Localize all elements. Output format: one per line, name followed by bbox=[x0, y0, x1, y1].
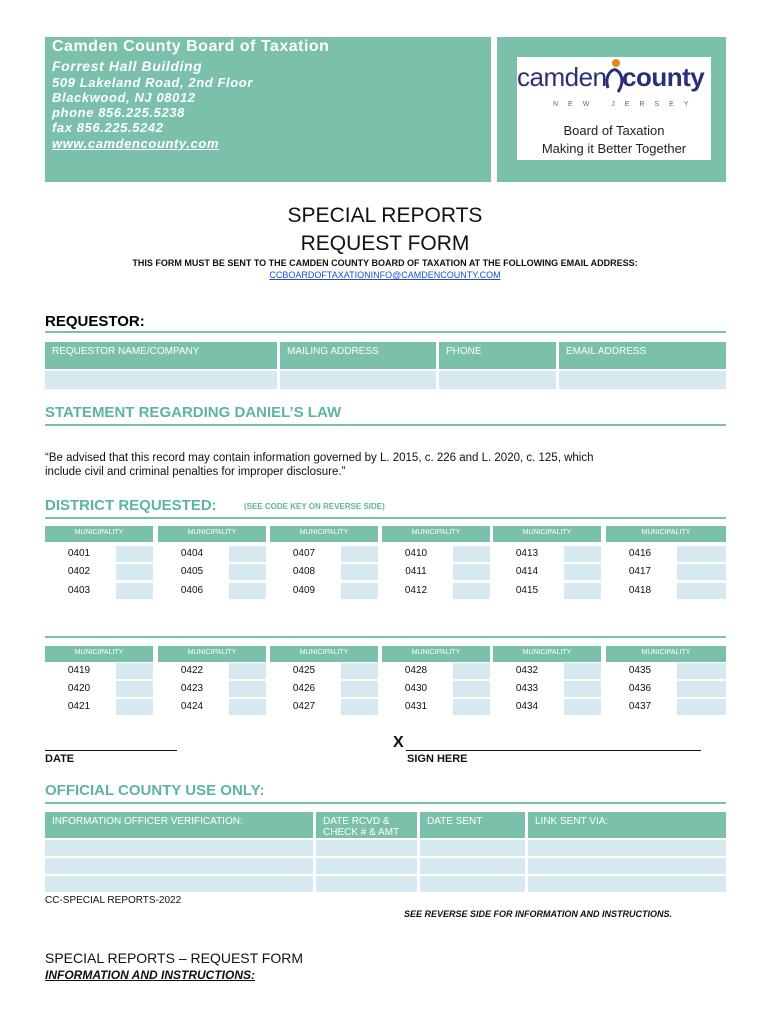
district-checkbox-field[interactable] bbox=[564, 564, 601, 580]
page2-subtitle: INFORMATION AND INSTRUCTIONS: bbox=[45, 968, 255, 982]
district-code: 0426 bbox=[292, 683, 316, 694]
district-code: 0425 bbox=[292, 665, 316, 676]
district-checkbox-field[interactable] bbox=[453, 681, 490, 697]
official-use-field[interactable] bbox=[420, 876, 525, 892]
district-checkbox-field[interactable] bbox=[564, 546, 601, 562]
date-sent-header: DATE SENT bbox=[420, 812, 525, 838]
reverse-side-note: SEE REVERSE SIDE FOR INFORMATION AND INSTRUCTIONS. bbox=[404, 909, 673, 919]
official-use-field[interactable] bbox=[528, 858, 726, 874]
district-checkbox-field[interactable] bbox=[677, 681, 726, 697]
district-code: 0436 bbox=[628, 683, 652, 694]
municipality-header: MUNICIPALITY bbox=[270, 526, 378, 542]
district-code: 0422 bbox=[180, 665, 204, 676]
district-checkbox-field[interactable] bbox=[116, 546, 153, 562]
district-code: 0430 bbox=[404, 683, 428, 694]
website-link[interactable]: www.camdencounty.com bbox=[52, 136, 220, 151]
district-code: 0419 bbox=[67, 665, 91, 676]
district-checkbox-field[interactable] bbox=[677, 699, 726, 715]
district-checkbox-field[interactable] bbox=[564, 699, 601, 715]
address-line-1: 509 Lakeland Road, 2nd Floor bbox=[52, 75, 254, 90]
district-checkbox-field[interactable] bbox=[677, 583, 726, 599]
district-code: 0408 bbox=[292, 566, 316, 577]
district-checkbox-field[interactable] bbox=[116, 681, 153, 697]
district-checkbox-field[interactable] bbox=[341, 564, 378, 580]
district-checkbox-field[interactable] bbox=[229, 546, 266, 562]
requestor-name-header: REQUESTOR NAME/COMPANY bbox=[45, 342, 277, 369]
district-code: 0410 bbox=[404, 548, 428, 559]
district-checkbox-field[interactable] bbox=[229, 681, 266, 697]
link-sent-via-header: LINK SENT VIA: bbox=[528, 812, 726, 838]
district-checkbox-field[interactable] bbox=[341, 699, 378, 715]
phone-number: phone 856.225.5238 bbox=[52, 105, 185, 120]
district-checkbox-field[interactable] bbox=[341, 583, 378, 599]
district-checkbox-field[interactable] bbox=[453, 699, 490, 715]
mailing-address-header: MAILING ADDRESS bbox=[280, 342, 436, 369]
district-code: 0402 bbox=[67, 566, 91, 577]
municipality-header: MUNICIPALITY bbox=[158, 646, 266, 662]
municipality-header: MUNICIPALITY bbox=[45, 646, 153, 662]
requestor-heading: REQUESTOR: bbox=[45, 313, 145, 330]
sign-here-label: SIGN HERE bbox=[407, 753, 468, 765]
official-use-field[interactable] bbox=[528, 876, 726, 892]
building-name: Forrest Hall Building bbox=[52, 58, 203, 74]
date-line bbox=[45, 750, 177, 751]
district-code: 0407 bbox=[292, 548, 316, 559]
district-code: 0434 bbox=[515, 701, 539, 712]
district-checkbox-field[interactable] bbox=[677, 546, 726, 562]
logo-text-camden: camden bbox=[517, 62, 607, 92]
district-code: 0428 bbox=[404, 665, 428, 676]
official-use-field[interactable] bbox=[45, 840, 313, 856]
municipality-header: MUNICIPALITY bbox=[270, 646, 378, 662]
district-divider bbox=[45, 517, 726, 519]
municipality-header: MUNICIPALITY bbox=[606, 526, 726, 542]
district-checkbox-field[interactable] bbox=[564, 583, 601, 599]
district-code: 0415 bbox=[515, 585, 539, 596]
official-use-field[interactable] bbox=[316, 840, 417, 856]
district-checkbox-field[interactable] bbox=[229, 583, 266, 599]
district-checkbox-field[interactable] bbox=[116, 663, 153, 679]
district-checkbox-field[interactable] bbox=[341, 546, 378, 562]
official-use-divider bbox=[45, 802, 726, 804]
municipality-header: MUNICIPALITY bbox=[382, 526, 490, 542]
district-code: 0435 bbox=[628, 665, 652, 676]
district-code: 0412 bbox=[404, 585, 428, 596]
logo-state: NEW JERSEY bbox=[553, 101, 699, 108]
district-code: 0413 bbox=[515, 548, 539, 559]
daniels-law-heading: STATEMENT REGARDING DANIEL’S LAW bbox=[45, 404, 342, 421]
district-code: 0431 bbox=[404, 701, 428, 712]
district-checkbox-field[interactable] bbox=[229, 699, 266, 715]
district-checkbox-field[interactable] bbox=[341, 663, 378, 679]
district-checkbox-field[interactable] bbox=[229, 564, 266, 580]
org-title: Camden County Board of Taxation bbox=[52, 38, 330, 55]
district-code: 0427 bbox=[292, 701, 316, 712]
district-code: 0423 bbox=[180, 683, 204, 694]
official-use-field[interactable] bbox=[45, 876, 313, 892]
district-code: 0414 bbox=[515, 566, 539, 577]
district-checkbox-field[interactable] bbox=[116, 583, 153, 599]
district-code: 0437 bbox=[628, 701, 652, 712]
official-use-field[interactable] bbox=[316, 876, 417, 892]
form-instruction: THIS FORM MUST BE SENT TO THE CAMDEN COUNTY BOARD OF TAXATION AT THE FOLLOWING EMAIL ADDRESS: bbox=[132, 258, 638, 268]
logo-tagline-2: Making it Better Together bbox=[541, 141, 687, 156]
district-code: 0421 bbox=[67, 701, 91, 712]
municipality-header: MUNICIPALITY bbox=[382, 646, 490, 662]
phone-header: PHONE bbox=[439, 342, 556, 369]
fax-number: fax 856.225.5242 bbox=[52, 120, 164, 135]
official-use-field[interactable] bbox=[316, 858, 417, 874]
district-code: 0433 bbox=[515, 683, 539, 694]
signature-x-mark: X bbox=[393, 734, 404, 751]
official-use-field[interactable] bbox=[420, 840, 525, 856]
official-use-field[interactable] bbox=[420, 858, 525, 874]
email-field[interactable] bbox=[559, 371, 726, 389]
date-received-header: DATE RCVD & CHECK # & AMT bbox=[316, 812, 417, 838]
requestor-divider bbox=[45, 331, 726, 333]
district-code: 0401 bbox=[67, 548, 91, 559]
address-line-2: Blackwood, NJ 08012 bbox=[52, 90, 196, 105]
municipality-header: MUNICIPALITY bbox=[158, 526, 266, 542]
district-code: 0420 bbox=[67, 683, 91, 694]
daniels-law-divider bbox=[45, 424, 726, 426]
form-title-line-1: SPECIAL REPORTS bbox=[287, 204, 483, 227]
district-divider-2 bbox=[45, 636, 726, 638]
district-checkbox-field[interactable] bbox=[453, 564, 490, 580]
municipality-header: MUNICIPALITY bbox=[493, 646, 601, 662]
signature-line[interactable] bbox=[406, 750, 701, 751]
official-use-field[interactable] bbox=[528, 840, 726, 856]
district-checkbox-field[interactable] bbox=[453, 663, 490, 679]
official-use-field[interactable] bbox=[45, 858, 313, 874]
district-heading: DISTRICT REQUESTED: bbox=[45, 497, 217, 514]
district-checkbox-field[interactable] bbox=[116, 699, 153, 715]
district-checkbox-field[interactable] bbox=[677, 564, 726, 580]
district-checkbox-field[interactable] bbox=[116, 564, 153, 580]
district-subheading: (SEE CODE KEY ON REVERSE SIDE) bbox=[244, 502, 385, 511]
mailing-address-field[interactable] bbox=[280, 371, 436, 389]
district-code: 0409 bbox=[292, 585, 316, 596]
municipality-header: MUNICIPALITY bbox=[45, 526, 153, 542]
page2-title: SPECIAL REPORTS – REQUEST FORM bbox=[45, 950, 304, 966]
municipality-header: MUNICIPALITY bbox=[493, 526, 601, 542]
district-code: 0417 bbox=[628, 566, 652, 577]
form-id: CC-SPECIAL REPORTS-2022 bbox=[45, 895, 182, 906]
district-code: 0416 bbox=[628, 548, 652, 559]
requestor-name-field[interactable] bbox=[45, 371, 277, 389]
district-checkbox-field[interactable] bbox=[564, 663, 601, 679]
official-use-heading: OFFICIAL COUNTY USE ONLY: bbox=[45, 782, 265, 799]
district-code: 0403 bbox=[67, 585, 91, 596]
email-header: EMAIL ADDRESS bbox=[559, 342, 726, 369]
district-checkbox-field[interactable] bbox=[453, 546, 490, 562]
logo-text-county: county bbox=[622, 62, 705, 92]
district-checkbox-field[interactable] bbox=[341, 681, 378, 697]
phone-field[interactable] bbox=[439, 371, 556, 389]
district-code: 0406 bbox=[180, 585, 204, 596]
daniels-law-text-2: include civil and criminal penalties for improper disclosure.” bbox=[45, 466, 346, 478]
daniels-law-text-1: “Be advised that this record may contain information governed by L. 2015, c. 226 and L. 2020, c. 125, which bbox=[45, 452, 594, 464]
email-link[interactable]: CCBOARDOFTAXATIONINFO@CAMDENCOUNTY.COM bbox=[269, 270, 501, 280]
district-checkbox-field[interactable] bbox=[677, 663, 726, 679]
district-code: 0404 bbox=[180, 548, 204, 559]
municipality-header: MUNICIPALITY bbox=[606, 646, 726, 662]
district-checkbox-field[interactable] bbox=[564, 681, 601, 697]
district-checkbox-field[interactable] bbox=[229, 663, 266, 679]
form-title-line-2: REQUEST FORM bbox=[300, 232, 470, 255]
district-code: 0405 bbox=[180, 566, 204, 577]
district-code: 0411 bbox=[405, 566, 427, 577]
district-code: 0432 bbox=[515, 665, 539, 676]
officer-verification-header: INFORMATION OFFICER VERIFICATION: bbox=[45, 812, 313, 838]
district-code: 0424 bbox=[180, 701, 204, 712]
district-code: 0418 bbox=[628, 585, 652, 596]
date-label: DATE bbox=[45, 753, 75, 765]
district-checkbox-field[interactable] bbox=[453, 583, 490, 599]
logo-tagline-1: Board of Taxation bbox=[563, 123, 665, 138]
